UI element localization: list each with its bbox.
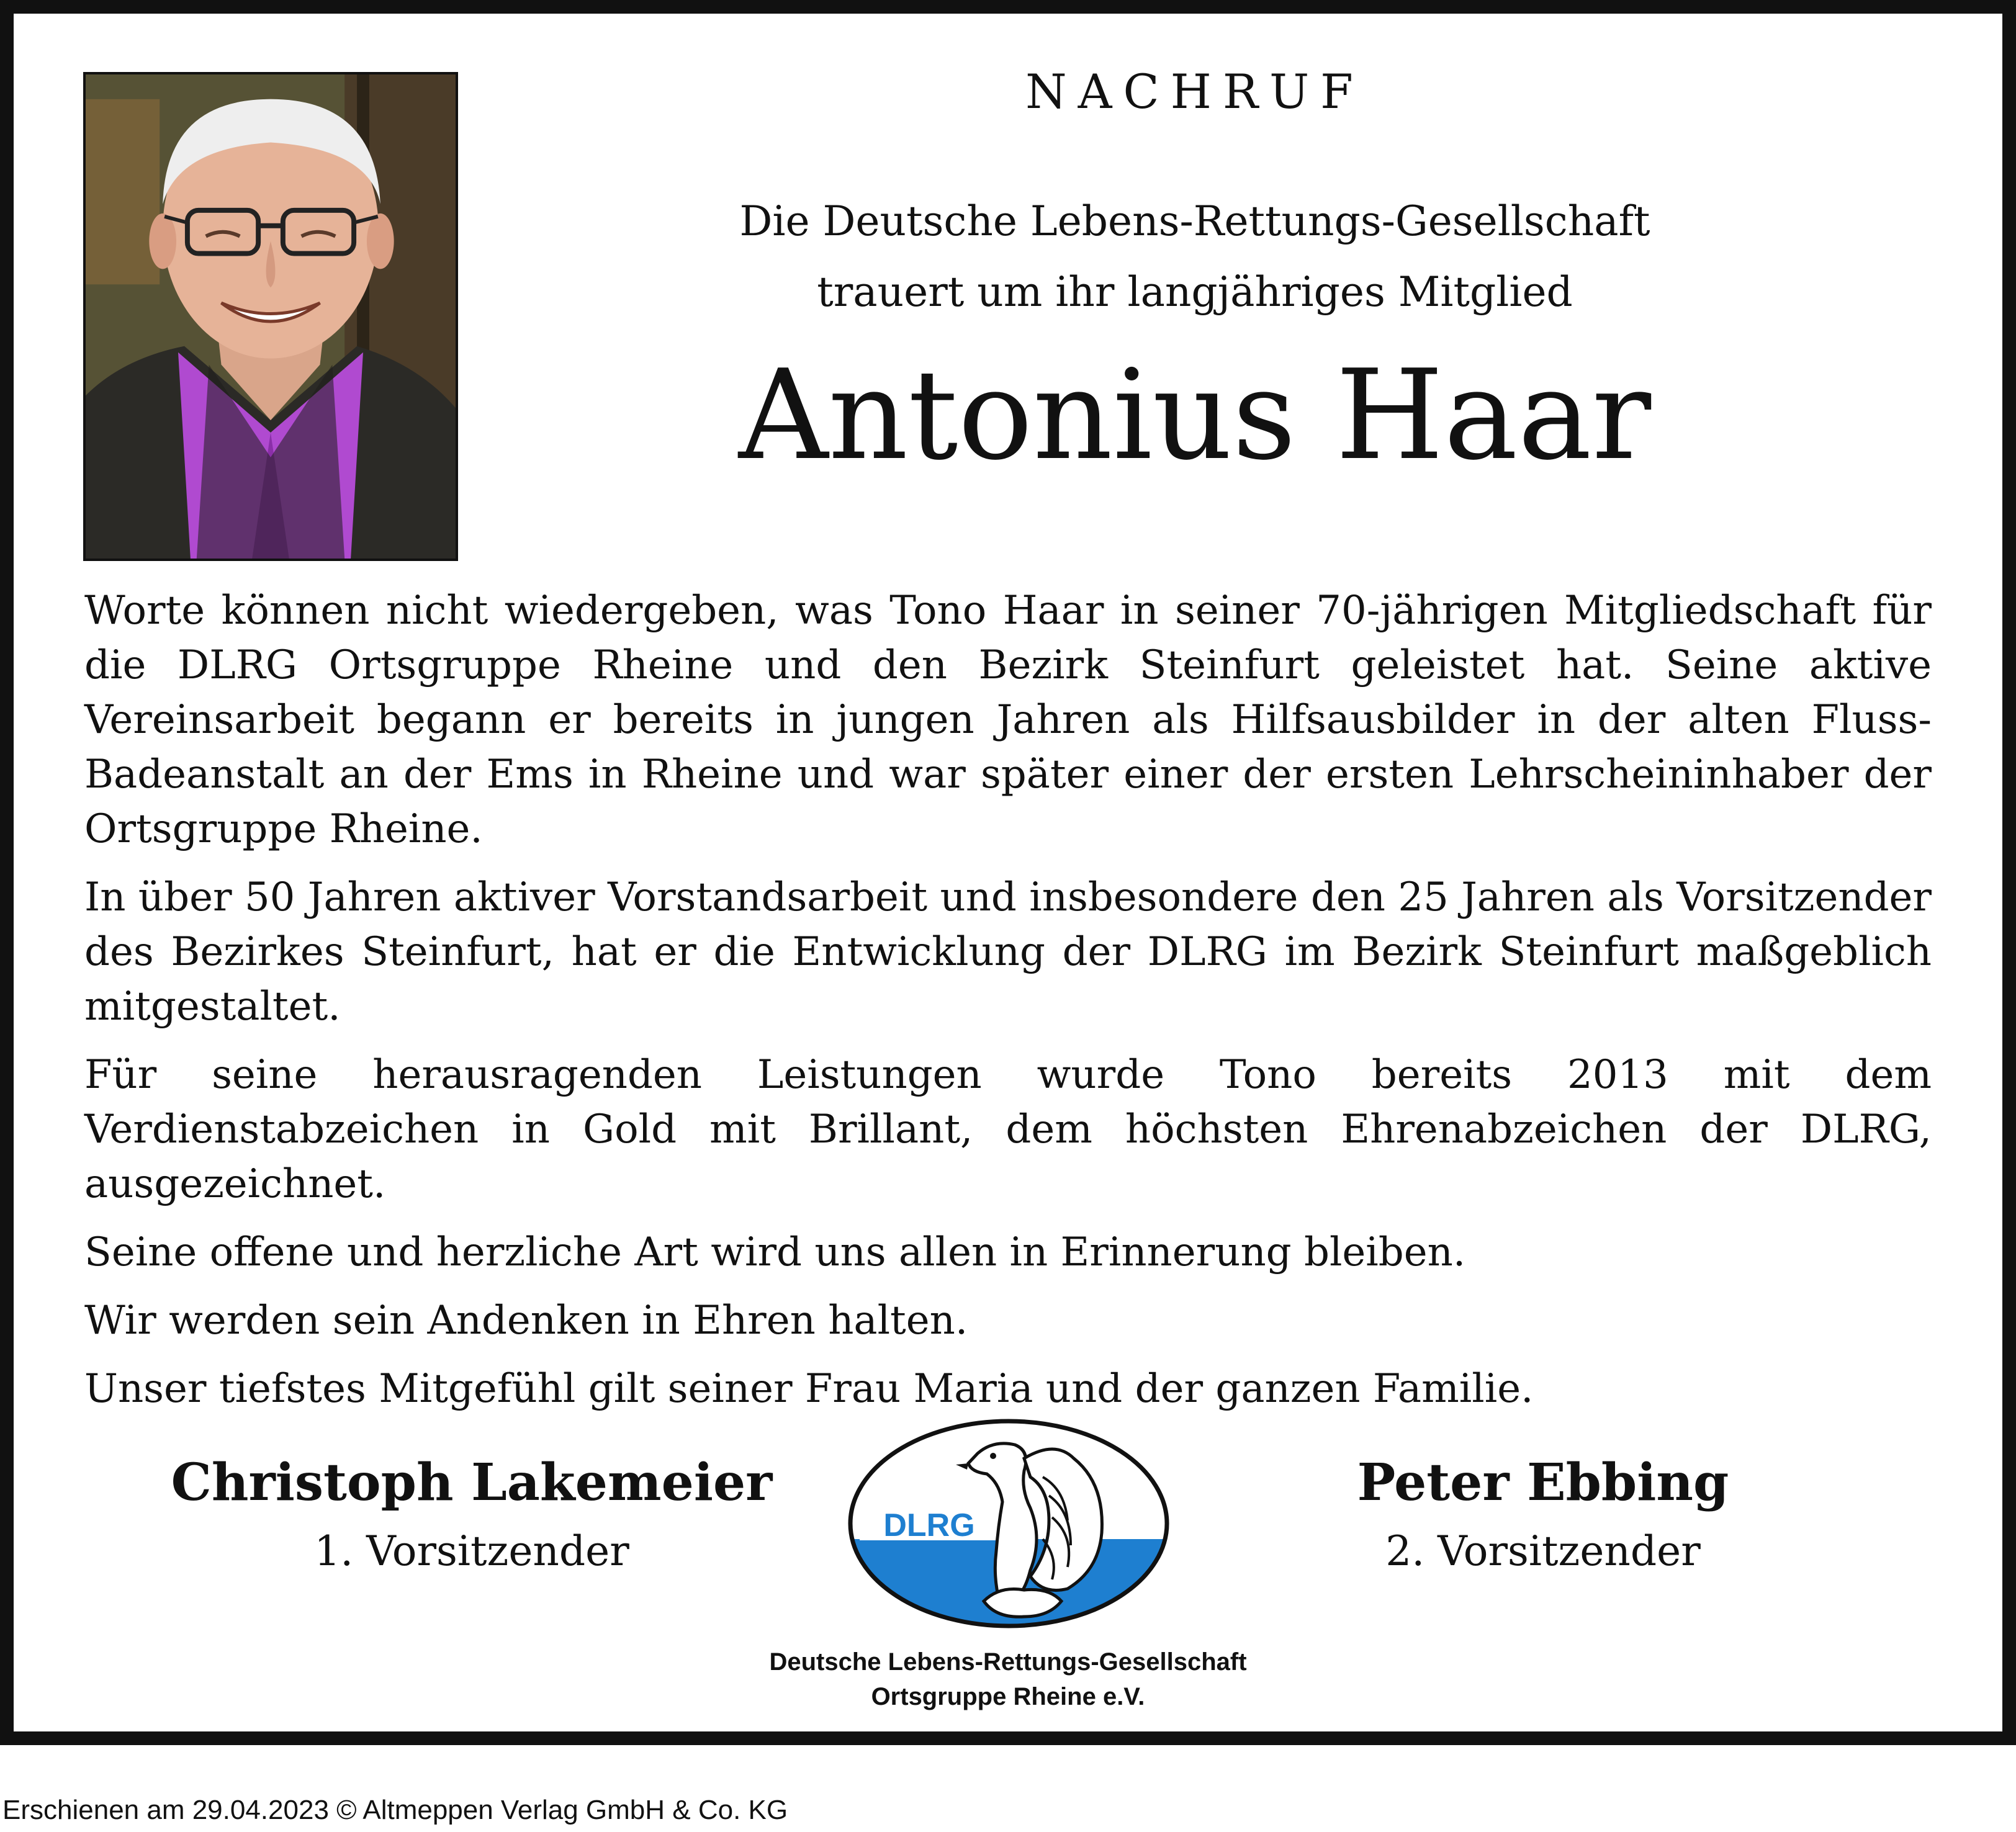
- intro-text: [497, 186, 1893, 328]
- signer-role: 1. Vorsitzender: [314, 1527, 629, 1576]
- logo-text: DLRG: [883, 1507, 975, 1543]
- signer-second: [1233, 1452, 1853, 1576]
- body-paragraph: In über 50 Jahren aktiver Vorstandsarbeit und insbesondere den 25 Jahren als Vorsitzender des Bezirkes Steinfurt, hat er die Entwicklung der DLRG im Bezirk Steinfurt maßgeblich mitgestaltet.: [84, 874, 1932, 1030]
- deceased-name: Antonius Haar: [738, 343, 1652, 488]
- portrait-photo: [83, 72, 458, 561]
- intro-line: trauert um ihr langjähriges Mitglied: [817, 268, 1573, 316]
- signer-role: 2. Vorsitzender: [1385, 1527, 1701, 1576]
- portrait-image: [86, 74, 456, 559]
- publication-footer: Erschienen am 29.04.2023 © Altmeppen Verlag GmbH & Co. KG: [2, 1795, 788, 1825]
- dlrg-eagle-icon: [844, 1415, 1173, 1632]
- signer-first: [161, 1452, 782, 1576]
- intro-line: Die Deutsche Lebens-Rettungs-Gesellschaft: [739, 197, 1650, 245]
- obituary-body: [84, 583, 1932, 1430]
- signer-name: Christoph Lakemeier: [171, 1453, 773, 1512]
- org-line: Ortsgruppe Rheine e.V.: [871, 1683, 1145, 1710]
- notice-kicker: NACHRUF: [1025, 64, 1364, 119]
- body-paragraph: Für seine herausragenden Leistungen wurde Tono bereits 2013 mit dem Verdienstabzeichen in Gold mit Brillant, dem höchsten Ehrenabzeichen der DLRG, ausgezeichnet.: [84, 1052, 1932, 1207]
- body-paragraph: Wir werden sein Andenken in Ehren halten.: [84, 1298, 968, 1344]
- body-paragraph: Worte können nicht wiedergeben, was Tono Haar in seiner 70-jährigen Mitgliedschaft für die DLRG Ortsgruppe Rheine und den Bezirk Steinfurt geleistet hat. Seine aktive Vereinsarbeit begann er bereits in jungen Jahren als Hilfsausbilder in der alten Fluss-Badeanstalt an der Ems in Rheine und war später einer der ersten Lehrscheininhaber der Ortsgruppe Rheine.: [84, 588, 1932, 852]
- org-line: Deutsche Lebens-Rettungs-Gesellschaft: [769, 1648, 1247, 1676]
- dlrg-logo: [844, 1415, 1173, 1632]
- body-paragraph: Seine offene und herzliche Art wird uns allen in Erinnerung bleiben.: [84, 1229, 1466, 1275]
- organization-name: [636, 1645, 1380, 1714]
- signer-name: Peter Ebbing: [1357, 1453, 1729, 1512]
- body-paragraph: Unser tiefstes Mitgefühl gilt seiner Frau Maria und der ganzen Familie.: [84, 1366, 1534, 1412]
